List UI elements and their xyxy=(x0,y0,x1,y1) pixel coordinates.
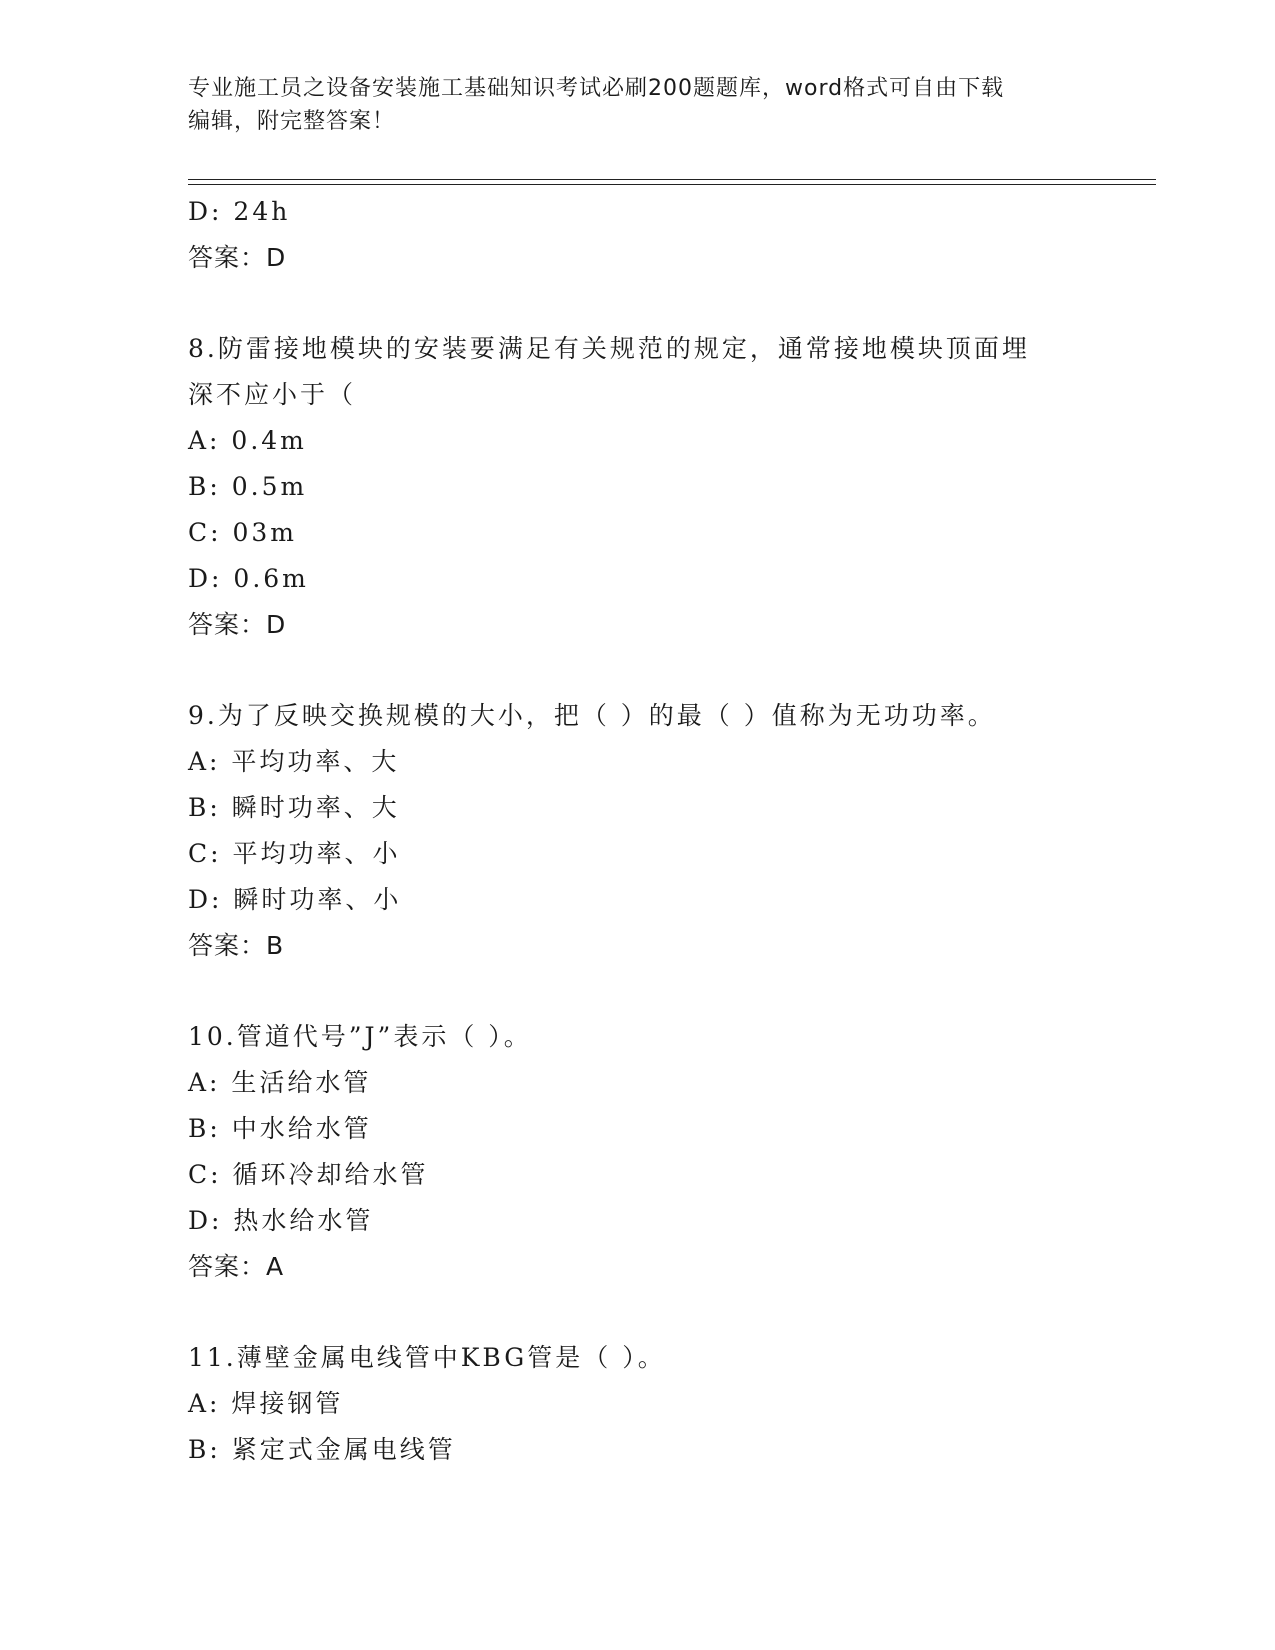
option-c: C: 平均功率、小 xyxy=(188,839,401,868)
option-d: D: 24h xyxy=(188,197,291,226)
answer-label: 答案：D xyxy=(188,610,287,639)
question-11 xyxy=(188,1335,1148,1473)
header-line-2: 编辑，附完整答案！ xyxy=(188,109,396,134)
answer-label: 答案：D xyxy=(188,243,287,272)
question-text: 10.管道代号”J”表示（ ）。 xyxy=(188,1022,532,1051)
question-9 xyxy=(188,693,1148,969)
option-c: C: 循环冷却给水管 xyxy=(188,1160,429,1189)
option-a: A: 平均功率、大 xyxy=(188,747,400,776)
option-a: A: 生活给水管 xyxy=(188,1068,372,1097)
option-a: A: 焊接钢管 xyxy=(188,1389,344,1418)
question-list xyxy=(188,189,1148,1473)
option-d: D: 热水给水管 xyxy=(188,1206,374,1235)
option-d: D: 0.6m xyxy=(188,564,309,593)
option-a: A: 0.4m xyxy=(188,426,307,455)
question-10 xyxy=(188,1014,1148,1290)
answer-label: 答案：A xyxy=(188,1252,285,1281)
option-b: B: 中水给水管 xyxy=(188,1114,372,1143)
header-line-1: 专业施工员之设备安装施工基础知识考试必刷200题题库，word格式可自由下载 xyxy=(188,76,1005,101)
question-text: 8.防雷接地模块的安装要满足有关规范的规定，通常接地模块顶面埋 xyxy=(188,334,1030,363)
header-rule-bottom xyxy=(188,184,1156,185)
question-7 xyxy=(188,189,1148,281)
option-c: C: 03m xyxy=(188,518,298,547)
question-8 xyxy=(188,326,1148,648)
header-rule-top xyxy=(188,179,1156,180)
option-d: D: 瞬时功率、小 xyxy=(188,885,402,914)
option-b: B: 0.5m xyxy=(188,472,308,501)
question-text: 深不应小于（ xyxy=(188,380,357,409)
question-text: 9.为了反映交换规模的大小，把（ ）的最（ ）值称为无功功率。 xyxy=(188,701,996,730)
document-header xyxy=(188,72,1088,138)
answer-label: 答案：B xyxy=(188,931,285,960)
question-text: 11.薄壁金属电线管中KBG管是（ ）。 xyxy=(188,1343,666,1372)
option-b: B: 瞬时功率、大 xyxy=(188,793,400,822)
option-b: B: 紧定式金属电线管 xyxy=(188,1435,456,1464)
